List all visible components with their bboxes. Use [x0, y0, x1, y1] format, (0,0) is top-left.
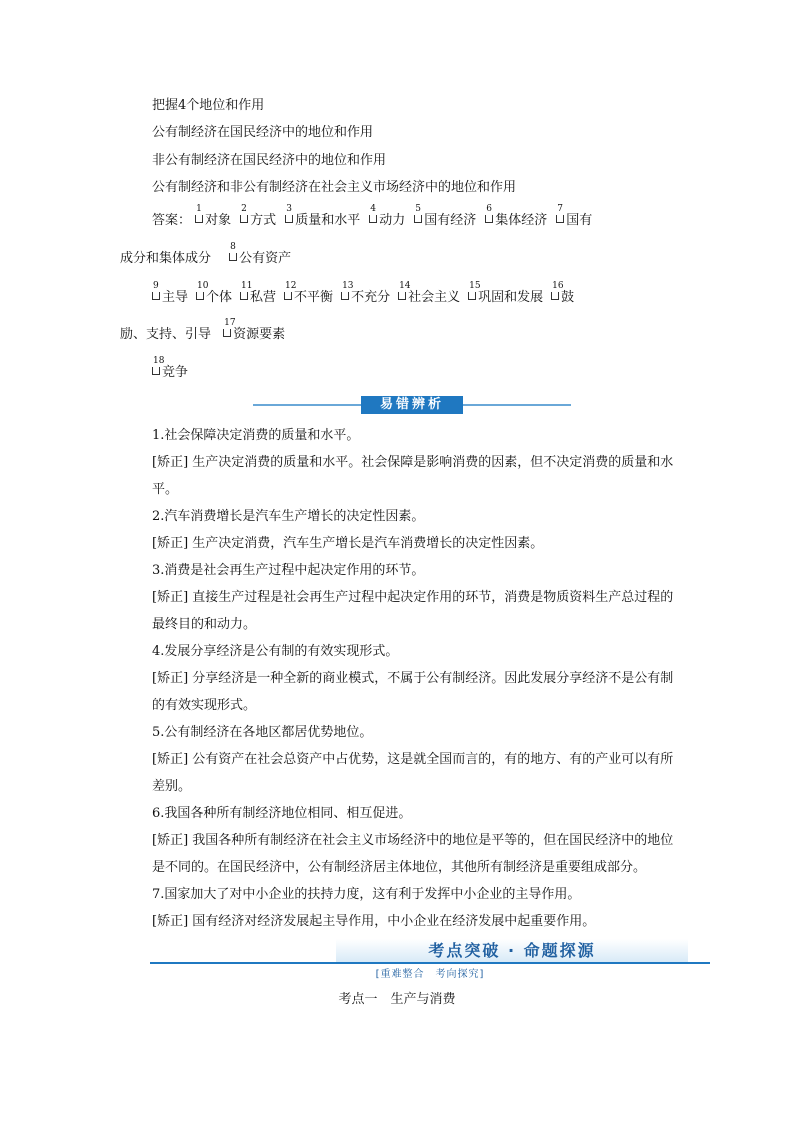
blank-box-icon	[223, 329, 231, 337]
answer-row4-prefix: 励、支持、引导	[120, 327, 212, 342]
answer-text: 集体经济	[495, 213, 548, 228]
answer-number: 15	[469, 281, 481, 291]
section-subtitle: [重难整合 考向探究]	[375, 969, 485, 980]
answer-text: 不充分	[351, 290, 391, 305]
error-analysis-banner	[253, 396, 571, 414]
answer-number: 11	[241, 281, 253, 291]
error-item-question: 3.消费是社会再生产过程中起决定作用的环节。	[152, 563, 425, 578]
answer-text: 国有经济	[424, 213, 477, 228]
answer-text: 主导	[162, 290, 189, 305]
error-item-question: 7.国家加大了对中小企业的扶持力度，这有利于发挥中小企业的主导作用。	[152, 887, 581, 902]
answer-text: 公有资产	[239, 251, 292, 266]
blank-box-icon	[485, 215, 493, 223]
answer-text: 鼓	[561, 290, 575, 305]
answer-number: 9	[153, 281, 159, 291]
blank-box-icon	[195, 215, 203, 223]
section-title: 考点突破 · 命题探源	[428, 941, 596, 960]
answer-text: 不平衡	[294, 290, 334, 305]
answer-number: 3	[286, 204, 292, 214]
answer-number: 10	[197, 281, 209, 291]
error-item-correction: [矫正] 分享经济是一种全新的商业模式，不属于公有制经济。因此发展分享经济不是公有制的有效实现形式。	[152, 671, 674, 713]
answer-number: 13	[342, 281, 354, 291]
blank-box-icon	[341, 292, 349, 300]
answer-number: 5	[415, 204, 421, 214]
answer-item	[223, 318, 286, 343]
answer-text: 动力	[379, 213, 406, 228]
answer-number: 7	[557, 204, 563, 214]
blank-box-icon	[240, 215, 248, 223]
error-item-correction: [矫正] 生产决定消费的质量和水平。社会保障是影响消费的因素，但不决定消费的质量和水平。	[152, 455, 674, 497]
answer-row2-prefix: 成分和集体成分	[120, 251, 212, 266]
kaodian-title: 考点一 生产与消费	[338, 992, 456, 1007]
answer-item	[414, 204, 477, 229]
banner-label: 易错辨析	[361, 396, 463, 414]
answer-row-1	[152, 204, 601, 229]
answer-item	[196, 281, 233, 306]
answer-number: 14	[399, 281, 411, 291]
answer-text: 竞争	[162, 365, 189, 380]
blank-box-icon	[152, 367, 160, 375]
blank-box-icon	[229, 253, 237, 261]
error-item-correction: [矫正] 公有资产在社会总资产中占优势，这是就全国而言的，有的地方、有的产业可以有所差别。	[152, 752, 674, 794]
section-title-rule	[150, 962, 710, 964]
answer-number: 6	[486, 204, 492, 214]
answer-text: 私营	[250, 290, 277, 305]
blank-box-icon	[398, 292, 406, 300]
answer-number: 16	[552, 281, 564, 291]
answer-item	[369, 204, 406, 229]
answer-label: 答案：	[152, 213, 192, 228]
blank-box-icon	[196, 292, 204, 300]
header-line-1: 把握4个地位和作用	[152, 98, 265, 113]
answer-text: 方式	[250, 213, 277, 228]
section-title-block	[150, 939, 710, 965]
answer-text: 对象	[205, 213, 232, 228]
banner-rule-left	[253, 404, 361, 406]
blank-box-icon	[240, 292, 248, 300]
answer-item	[284, 281, 334, 306]
blank-box-icon	[414, 215, 422, 223]
answer-item	[398, 281, 461, 306]
answer-text: 个体	[206, 290, 233, 305]
header-line-2: 公有制经济在国民经济中的地位和作用	[152, 125, 374, 140]
answer-text: 巩固和发展	[478, 290, 544, 305]
error-item-question: 4.发展分享经济是公有制的有效实现形式。	[152, 644, 399, 659]
answer-number: 12	[285, 281, 297, 291]
answer-item	[468, 281, 544, 306]
answer-text: 社会主义	[408, 290, 461, 305]
error-item-question: 1.社会保障决定消费的质量和水平。	[152, 428, 360, 443]
answer-item	[240, 204, 277, 229]
answer-row-2	[120, 242, 298, 267]
blank-box-icon	[369, 215, 377, 223]
error-item-question: 5.公有制经济在各地区都居优势地位。	[152, 725, 373, 740]
answer-row-5	[152, 356, 195, 381]
error-item-correction: [矫正] 直接生产过程是社会再生产过程中起决定作用的环节，消费是物质资料生产总过程的最终目的和动力。	[152, 590, 674, 632]
answer-number: 4	[370, 204, 376, 214]
error-item-correction: [矫正] 我国各种所有制经济在社会主义市场经济中的地位是平等的，但在国民经济中的地位是不同的。在国民经济中，公有制经济居主体地位，其他所有制经济是重要组成部分。	[152, 833, 674, 875]
answer-number: 1	[196, 204, 202, 214]
blank-box-icon	[468, 292, 476, 300]
error-item-correction: [矫正] 国有经济对经济发展起主导作用，中小企业在经济发展中起重要作用。	[152, 914, 596, 929]
header-line-3: 非公有制经济在国民经济中的地位和作用	[152, 153, 387, 168]
answer-number: 17	[224, 318, 236, 328]
answer-item	[341, 281, 391, 306]
error-item-question: 6.我国各种所有制经济地位相同、相互促进。	[152, 806, 412, 821]
answer-row-4	[120, 318, 292, 343]
answer-text: 资源要素	[233, 327, 286, 342]
answer-item	[240, 281, 277, 306]
header-line-4: 公有制经济和非公有制经济在社会主义市场经济中的地位和作用	[152, 180, 517, 195]
answer-text: 质量和水平	[295, 213, 361, 228]
answer-number: 8	[230, 242, 236, 252]
answer-row-3	[152, 281, 582, 306]
error-item-question: 2.汽车消费增长是汽车生产增长的决定性因素。	[152, 509, 425, 524]
answer-item	[485, 204, 548, 229]
answer-item	[285, 204, 361, 229]
answer-item	[195, 204, 232, 229]
answer-item	[152, 281, 189, 306]
answer-number: 2	[241, 204, 247, 214]
error-item-correction: [矫正] 生产决定消费，汽车生产增长是汽车消费增长的决定性因素。	[152, 536, 544, 551]
answer-item	[556, 204, 593, 229]
blank-box-icon	[556, 215, 564, 223]
error-list	[152, 422, 674, 935]
blank-box-icon	[152, 292, 160, 300]
answer-item	[229, 242, 292, 267]
banner-rule-right	[463, 404, 571, 406]
answer-item	[152, 356, 189, 381]
blank-box-icon	[284, 292, 292, 300]
blank-box-icon	[551, 292, 559, 300]
blank-box-icon	[285, 215, 293, 223]
answer-item	[551, 281, 575, 306]
answer-number: 18	[153, 356, 165, 366]
answer-text: 国有	[566, 213, 593, 228]
